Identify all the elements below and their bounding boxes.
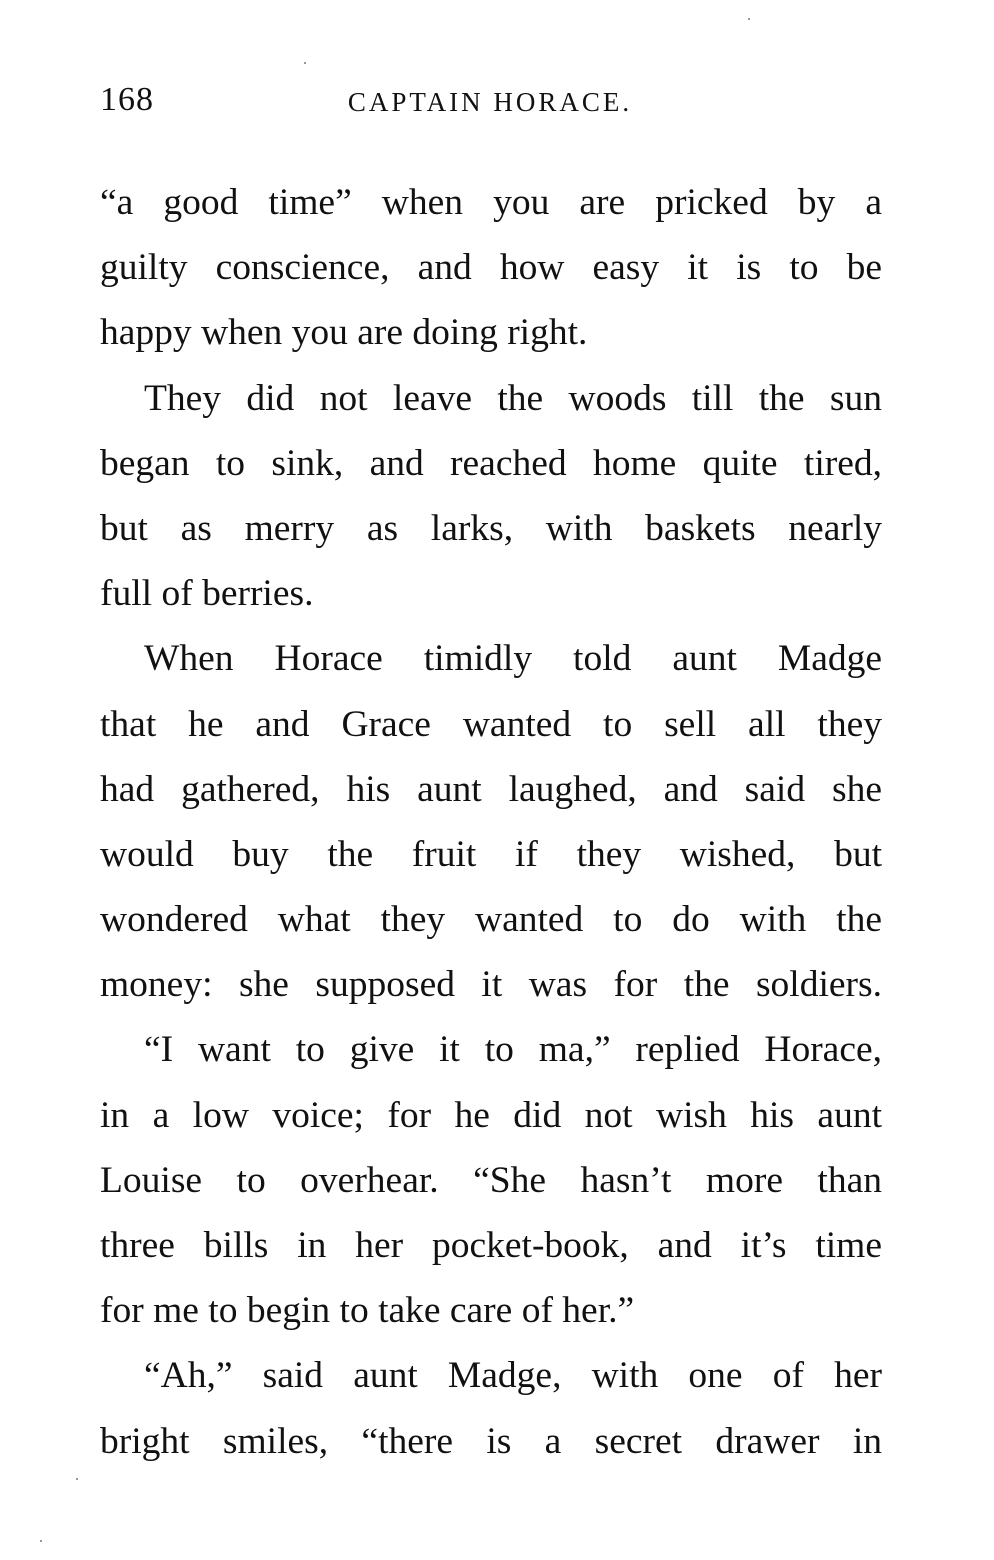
text-line: three bills in her pocket-book, and it’s time [100, 1225, 882, 1266]
text-line: had gathered, his aunt laughed, and said she [100, 768, 882, 810]
paper-speck [40, 1540, 42, 1542]
page-number: 168 [100, 81, 154, 118]
text-line: but as merry as larks, with baskets nearly [100, 507, 882, 549]
text-line: that he and Grace wanted to sell all they [100, 703, 882, 745]
paper-speck [304, 62, 306, 64]
running-title: CAPTAIN HORACE. [347, 87, 633, 117]
text-line: “Ah,” said aunt Madge, with one of her [144, 1355, 882, 1397]
text-line: guilty conscience, and how easy it is to be [100, 247, 882, 289]
text-line: “a good time” when you are pricked by a [100, 182, 882, 223]
text-line: full of berries. [100, 573, 314, 615]
page-header [100, 80, 880, 120]
text-line: wondered what they wanted to do with the [100, 899, 882, 941]
text-line: began to sink, and reached home quite tired, [100, 442, 882, 484]
text-line: “I want to give it to ma,” replied Horace, [144, 1029, 882, 1071]
text-line: happy when you are doing right. [100, 312, 588, 354]
text-line: bright smiles, “there is a secret drawer in [100, 1420, 882, 1462]
text-line: Louise to overhear. “She hasn’t more than [100, 1159, 882, 1201]
body-text [100, 170, 882, 1474]
paper-speck [748, 18, 750, 20]
text-line: in a low voice; for he did not wish his aunt [100, 1094, 882, 1136]
paper-speck [76, 1478, 78, 1480]
text-line: for me to begin to take care of her.” [100, 1290, 635, 1332]
text-line: would buy the fruit if they wished, but [100, 833, 882, 875]
text-line: They did not leave the woods till the sun [144, 377, 882, 419]
text-line: When Horace timidly told aunt Madge [144, 638, 882, 680]
text-line: money: she supposed it was for the soldiers. [100, 964, 882, 1006]
